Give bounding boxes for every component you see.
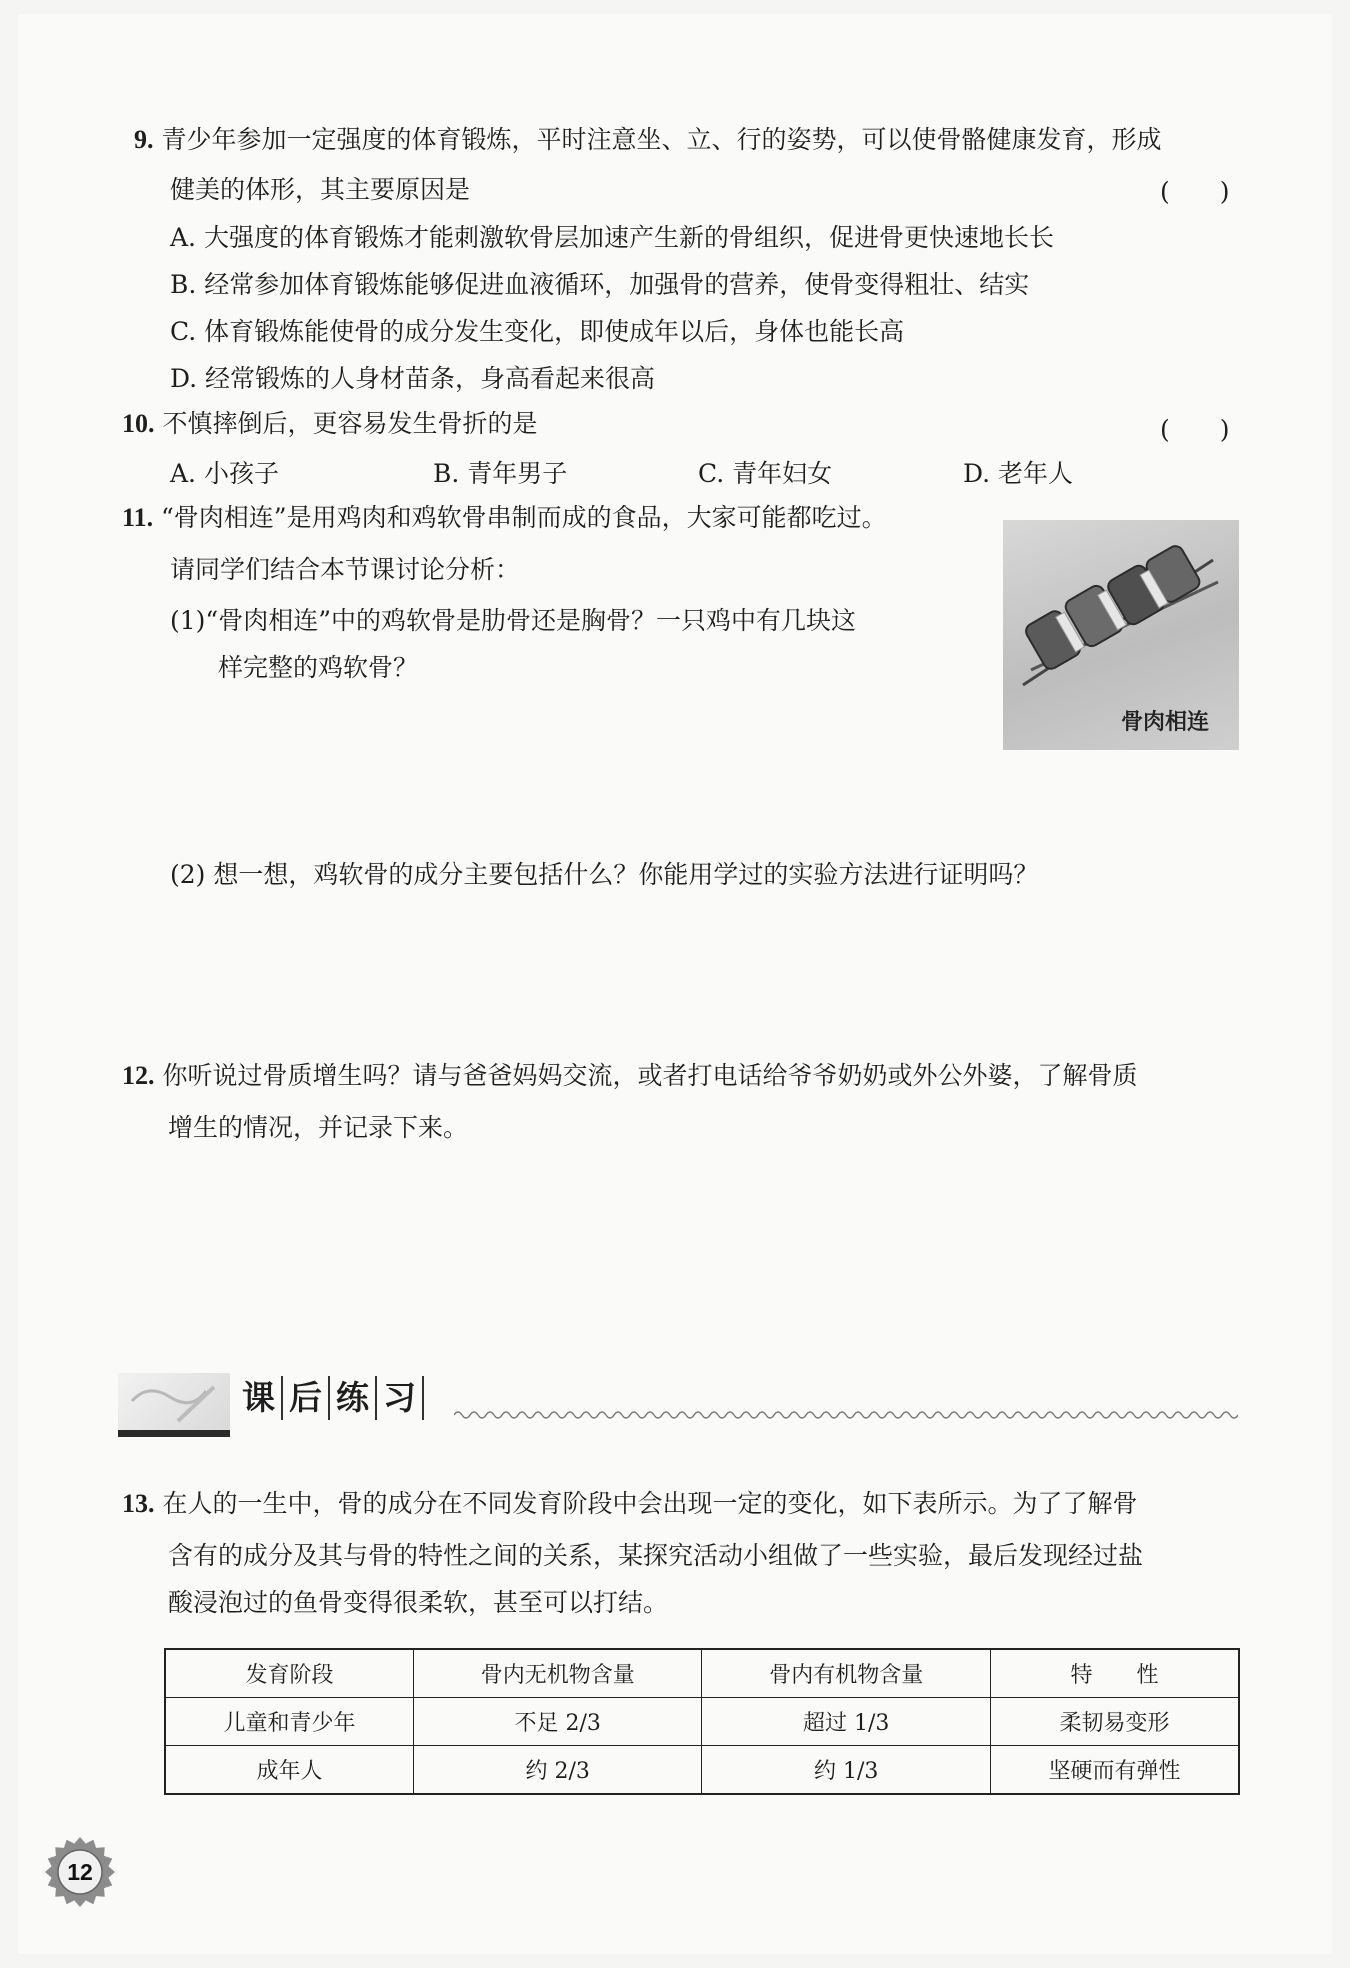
q10-number: 10. <box>122 409 155 438</box>
table-header-cell: 特 性 <box>990 1649 1239 1698</box>
section-header-underbar <box>118 1430 230 1437</box>
photo-caption: 骨肉相连 <box>1120 710 1209 735</box>
section-header <box>118 1370 1238 1440</box>
q10-option-c: C. 青年妇女 <box>698 459 833 488</box>
pencil-swoosh-icon <box>118 1373 230 1435</box>
table-cell: 柔韧易变形 <box>990 1698 1239 1746</box>
table-header-cell: 骨内无机物含量 <box>413 1649 702 1698</box>
section-title-char: 习 <box>377 1376 424 1420</box>
q9-option-b: B. 经常参加体育锻炼能够促进血液循环，加强骨的营养，使骨变得粗壮、结实 <box>170 270 1030 299</box>
page-number: 12 <box>67 1859 93 1885</box>
section-title-char: 课 <box>236 1376 283 1420</box>
q11-sub1-line2: 样完整的鸡软骨？ <box>218 653 419 682</box>
section-title <box>236 1376 424 1420</box>
q9-option-d: D. 经常锻炼的人身材苗条，身高看起来很高 <box>170 364 656 393</box>
section-title-char: 后 <box>283 1376 330 1420</box>
q9-stem-line2: 健美的体形，其主要原因是 <box>170 175 471 204</box>
wavy-divider <box>454 1408 1238 1422</box>
table-cell: 超过 1/3 <box>702 1698 991 1746</box>
chicken-skewer-photo <box>1003 520 1239 750</box>
table-header-cell: 发育阶段 <box>165 1649 413 1698</box>
q10-stem: 不慎摔倒后，更容易发生骨折的是 <box>162 409 538 438</box>
q13-number: 13. <box>122 1489 155 1518</box>
table-cell: 成年人 <box>165 1746 413 1795</box>
q11-line1 <box>122 494 887 541</box>
table-header-row <box>165 1649 1239 1698</box>
q11-stem-line2: 请同学们结合本节课讨论分析： <box>170 555 521 584</box>
q9-stem-line1: 青少年参加一定强度的体育锻炼，平时注意坐、立、行的姿势，可以使骨骼健康发育，形成 <box>161 125 1162 154</box>
q13-stem-line2: 含有的成分及其与骨的特性之间的关系，某探究活动小组做了一些实验，最后发现经过盐 <box>168 1541 1144 1570</box>
q10-answer-paren[interactable]: ( ) <box>1160 415 1230 444</box>
page-number-badge <box>44 1836 116 1908</box>
q10-option-a: A. 小孩子 <box>170 459 279 488</box>
table-cell: 约 1/3 <box>702 1746 991 1795</box>
table-row <box>165 1746 1239 1795</box>
q10-option-b: B. 青年男子 <box>433 459 568 488</box>
table-cell: 不足 2/3 <box>413 1698 702 1746</box>
q9-option-c: C. 体育锻炼能使骨的成分发生变化，即使成年以后，身体也能长高 <box>170 317 905 346</box>
q9-option-a: A. 大强度的体育锻炼才能刺激软骨层加速产生新的骨组织，促进骨更快速地长长 <box>170 223 1054 252</box>
q9-answer-paren[interactable]: ( ) <box>1160 177 1230 206</box>
q13-stem-line1: 在人的一生中，骨的成分在不同发育阶段中会出现一定的变化，如下表所示。为了了解骨 <box>162 1489 1138 1518</box>
section-header-badge <box>118 1373 230 1435</box>
q11-stem-line1: “骨肉相连”是用鸡肉和鸡软骨串制而成的食品，大家可能都吃过。 <box>161 503 887 532</box>
table-cell: 儿童和青少年 <box>165 1698 413 1746</box>
q13-stem-line3: 酸浸泡过的鱼骨变得很柔软，甚至可以打结。 <box>168 1588 669 1617</box>
q11-sub1-line1: (1)“骨肉相连”中的鸡软骨是肋骨还是胸骨？一只鸡中有几块这 <box>170 606 856 635</box>
q11-sub2: (2) 想一想，鸡软骨的成分主要包括什么？你能用学过的实验方法进行证明吗？ <box>170 860 1039 889</box>
q12-stem-line2: 增生的情况，并记录下来。 <box>168 1113 469 1142</box>
q13-line1 <box>122 1480 1137 1527</box>
q12-stem-line1: 你听说过骨质增生吗？请与爸爸妈妈交流，或者打电话给爷爷奶奶或外公外婆，了解骨质 <box>162 1061 1138 1090</box>
q9-line1 <box>134 116 1161 163</box>
table-cell: 坚硬而有弹性 <box>990 1746 1239 1795</box>
bone-composition-table <box>164 1648 1240 1795</box>
q11-number: 11. <box>122 503 154 532</box>
q10-line <box>122 400 537 447</box>
q9-number: 9. <box>134 125 154 154</box>
section-title-char: 练 <box>330 1376 377 1420</box>
table-header-cell: 骨内有机物含量 <box>702 1649 991 1698</box>
q12-line1 <box>122 1052 1137 1099</box>
table-cell: 约 2/3 <box>413 1746 702 1795</box>
table-row <box>165 1698 1239 1746</box>
q10-option-d: D. 老年人 <box>963 459 1074 488</box>
q12-number: 12. <box>122 1061 155 1090</box>
